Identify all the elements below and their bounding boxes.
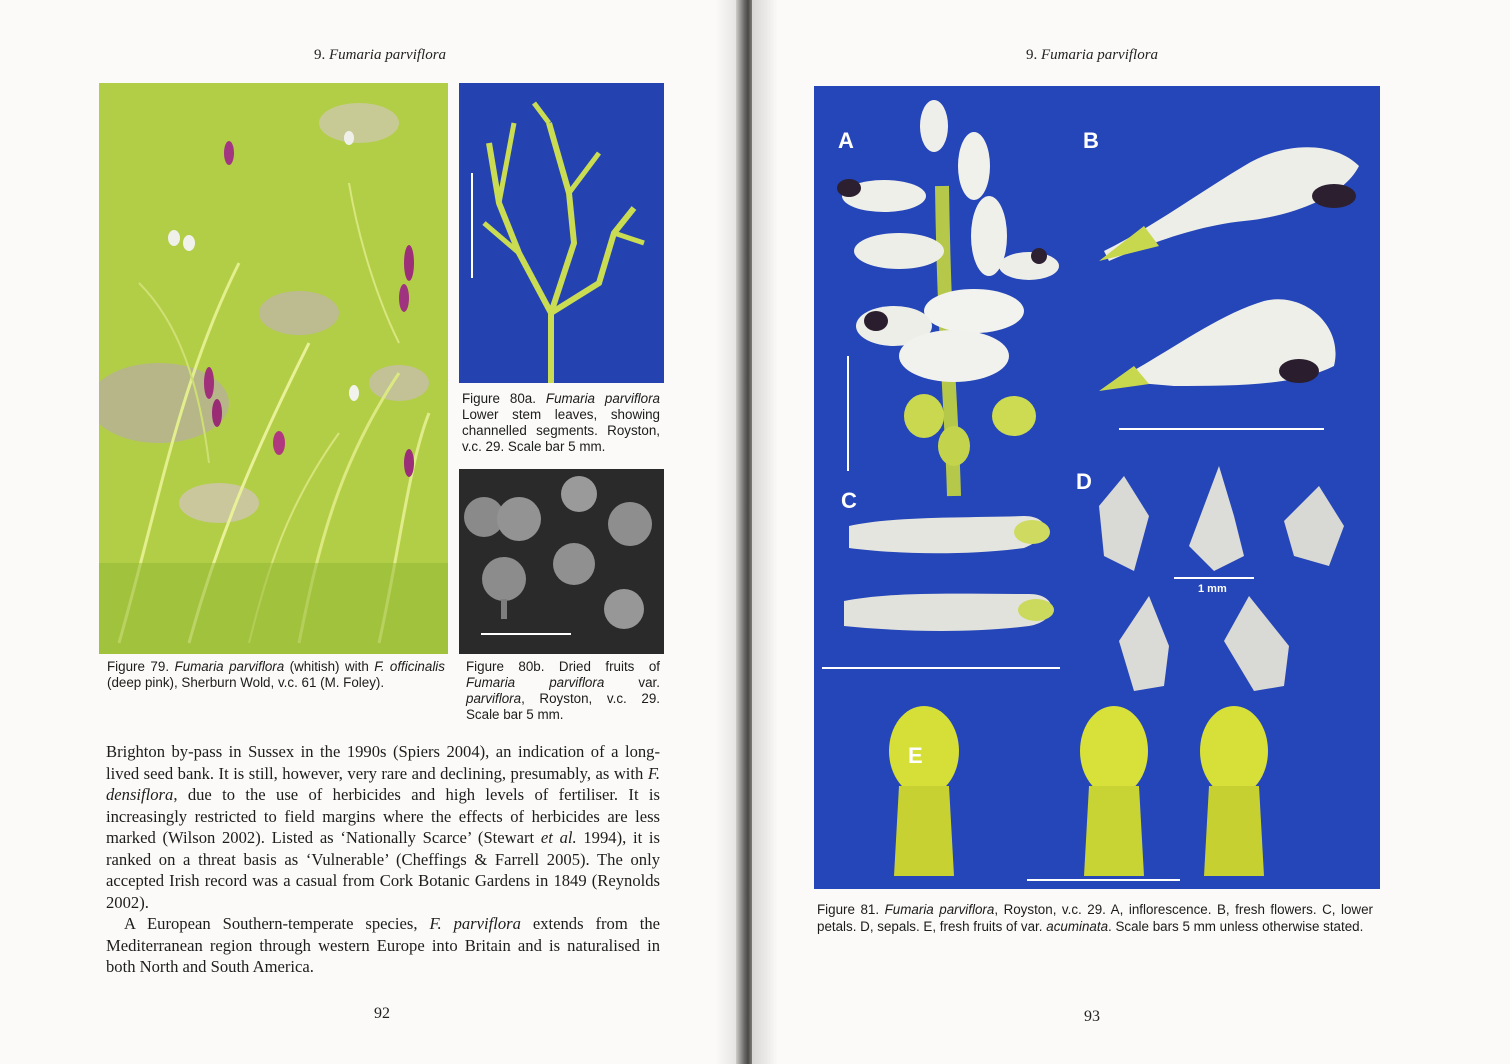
figure-80a-caption: Figure 80a. Fumaria parviflora Lower stem leaves, showing channelled segments. Royston, v.c. 29. Scale bar 5 mm. xyxy=(462,391,660,454)
paragraph-1: Brighton by-pass in Sussex in the 1990s (Spiers 2004), an indication of a long-lived seed bank. It is still, however, very rare and declining, presumably, as with F. densiflora, due to the use of herbicides and high levels of fertiliser. It is increasingly restricted to field margins where the effects of herbicides are less marked (Wilson 2002). Listed as ‘Nationally Scarce’ (Stewart et al. 1994), it is ranked on a threat basis as ‘Vulnerable’ (Cheffings & Farrell 2005). The only accepted Irish record was a casual from Cork Botanic Gardens in 1849 (Reynolds 2002). xyxy=(106,742,660,912)
figure-79-photo xyxy=(99,83,448,654)
running-head-right xyxy=(962,47,1222,64)
chapter-title: Fumaria parviflora xyxy=(1040,47,1159,63)
plate-label-c: C xyxy=(841,488,857,513)
figure-80b-photo xyxy=(459,469,664,654)
chapter-number: 9. xyxy=(313,47,326,63)
page-number-left: 92 xyxy=(374,1005,390,1022)
chapter-number: 9. xyxy=(1025,47,1038,63)
figure-80b-caption: Figure 80b. Dried fruits of Fumaria parviflora var. parviflora, Royston, v.c. 29. Scale bar 5 mm. xyxy=(466,659,660,722)
plate-label-a: A xyxy=(838,128,854,153)
figure-81-plate xyxy=(814,86,1380,889)
body-text xyxy=(106,741,660,978)
plate-label-b: B xyxy=(1083,128,1099,153)
scale-label-1mm: 1 mm xyxy=(1198,583,1227,595)
figure-81-caption: Figure 81. Fumaria parviflora, Royston, v.c. 29. A, inflorescence. B, fresh flowers. C, lower petals. D, sepals. E, fresh fruits of var. acuminata. Scale bars 5 mm unless otherwise stated. xyxy=(817,902,1373,934)
figure-80a-photo xyxy=(459,83,664,383)
page-number-right: 93 xyxy=(1084,1008,1100,1025)
chapter-title: Fumaria parviflora xyxy=(328,47,447,63)
paragraph-2: A European Southern-temperate species, F. parviflora extends from the Mediterranean region through western Europe into Britain and is naturalised in both North and South America. xyxy=(106,914,660,976)
figure-79-caption: Figure 79. Fumaria parviflora (whitish) with F. officinalis (deep pink), Sherburn Wold, v.c. 61 (M. Foley). xyxy=(107,659,445,690)
plate-label-d: D xyxy=(1076,469,1092,494)
right-page xyxy=(752,0,1510,1064)
plate-label-e: E xyxy=(908,743,923,768)
running-head-left xyxy=(250,47,510,64)
left-page xyxy=(0,0,745,1064)
